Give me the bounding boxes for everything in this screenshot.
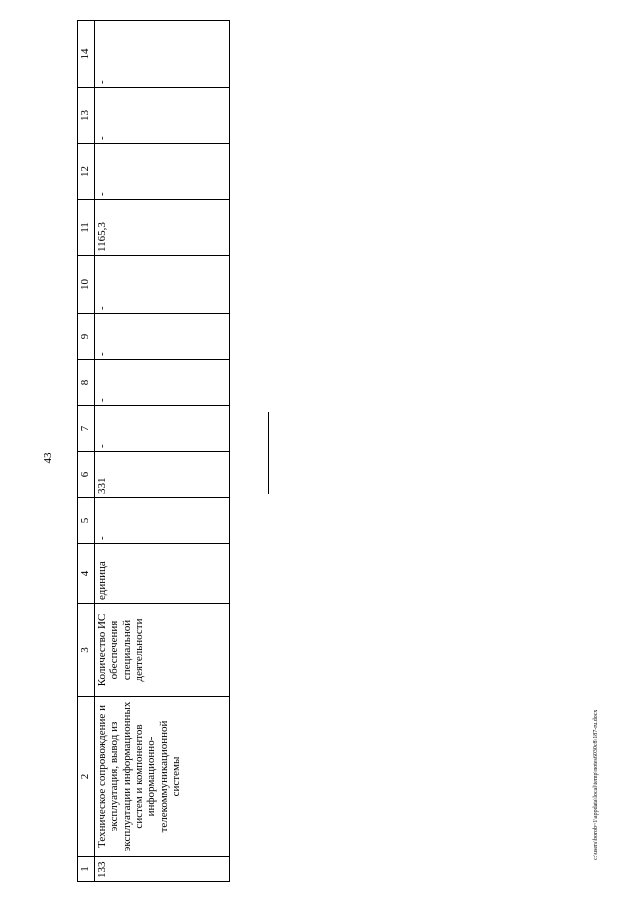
column-header: 14 (78, 21, 95, 88)
row-value: - (95, 144, 230, 200)
header-row (78, 21, 95, 882)
row-number: 133 (95, 857, 230, 882)
column-header: 10 (78, 256, 95, 314)
separator-line (268, 412, 269, 494)
row-value: 331 (95, 452, 230, 498)
column-header: 7 (78, 406, 95, 452)
column-header: 2 (78, 697, 95, 857)
column-header: 13 (78, 88, 95, 144)
column-header: 1 (78, 857, 95, 882)
column-header: 5 (78, 498, 95, 544)
row-unit: единица (95, 544, 230, 604)
column-header: 11 (78, 200, 95, 256)
footer-file-path: c:\users\borob~1\appdata\local\temp\notes6030c8\187-ru.docx (593, 709, 599, 860)
table-row (95, 21, 230, 882)
row-name: Техническое сопровождение и эксплуатация, вывод из эксплуатации информационных систем и компонентов информационно-телекоммуникационной системы (95, 697, 230, 857)
row-value: - (95, 256, 230, 314)
column-header: 6 (78, 452, 95, 498)
data-table (77, 20, 230, 882)
row-value: - (95, 498, 230, 544)
row-value: - (95, 360, 230, 406)
page-number: 43 (42, 452, 54, 464)
row-indicator: Количество ИС обеспечения специальной деятельности (95, 604, 230, 697)
row-value: - (95, 21, 230, 88)
row-value: - (95, 406, 230, 452)
column-header: 12 (78, 144, 95, 200)
column-header: 8 (78, 360, 95, 406)
row-value: - (95, 314, 230, 360)
row-value: - (95, 88, 230, 144)
row-value: 1165,3 (95, 200, 230, 256)
column-header: 9 (78, 314, 95, 360)
column-header: 4 (78, 544, 95, 604)
column-header: 3 (78, 604, 95, 697)
